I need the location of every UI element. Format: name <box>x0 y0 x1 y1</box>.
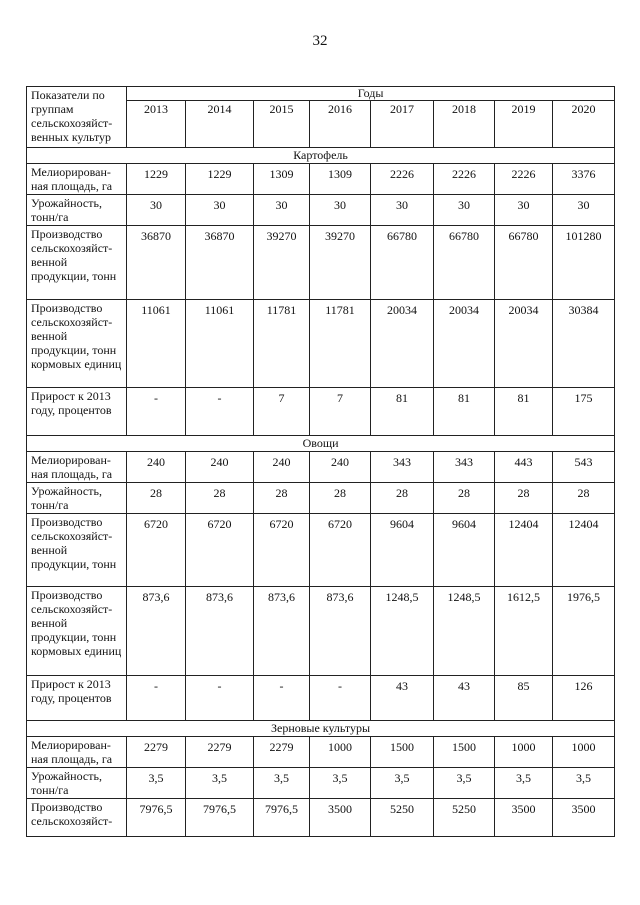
table-row <box>27 226 615 300</box>
table-row <box>27 388 615 436</box>
year-header: 2014 <box>186 101 254 148</box>
section-row <box>27 436 615 452</box>
value-cell: 2279 <box>127 737 186 768</box>
value-cell: 28 <box>310 483 371 514</box>
value-cell: - <box>310 676 371 721</box>
value-cell: 9604 <box>371 514 434 587</box>
value-cell: 85 <box>495 676 553 721</box>
table-row <box>27 483 615 514</box>
value-cell: 3,5 <box>434 768 495 799</box>
value-cell: 3,5 <box>553 768 615 799</box>
value-cell: 240 <box>186 452 254 483</box>
value-cell: 343 <box>434 452 495 483</box>
table-row <box>27 587 615 676</box>
value-cell: 30 <box>371 195 434 226</box>
value-cell: 101280 <box>553 226 615 300</box>
value-cell: 11781 <box>254 300 310 388</box>
row-label: Производство сельскохозяйст-венной продукции, тонн <box>27 514 127 587</box>
table-row <box>27 195 615 226</box>
value-cell: 175 <box>553 388 615 436</box>
value-cell: 3500 <box>553 799 615 837</box>
value-cell: 36870 <box>127 226 186 300</box>
value-cell: 3,5 <box>495 768 553 799</box>
value-cell: 36870 <box>186 226 254 300</box>
table-row <box>27 514 615 587</box>
section-title: Овощи <box>27 436 615 452</box>
crop-indicators-table <box>26 86 615 837</box>
value-cell: 1229 <box>127 164 186 195</box>
value-cell: - <box>127 388 186 436</box>
value-cell: 39270 <box>310 226 371 300</box>
year-header: 2017 <box>371 101 434 148</box>
value-cell: 6720 <box>186 514 254 587</box>
year-header: 2018 <box>434 101 495 148</box>
value-cell: 1309 <box>254 164 310 195</box>
value-cell: 3500 <box>495 799 553 837</box>
value-cell: 28 <box>553 483 615 514</box>
value-cell: 7976,5 <box>186 799 254 837</box>
value-cell: - <box>186 676 254 721</box>
row-label: Производство сельскохозяйст-венной продукции, тонн <box>27 226 127 300</box>
value-cell: 7 <box>254 388 310 436</box>
value-cell: 20034 <box>434 300 495 388</box>
value-cell: 11061 <box>127 300 186 388</box>
value-cell: 3,5 <box>371 768 434 799</box>
year-header: 2015 <box>254 101 310 148</box>
value-cell: 66780 <box>434 226 495 300</box>
row-label: Мелиорирован-ная площадь, га <box>27 452 127 483</box>
value-cell: 3376 <box>553 164 615 195</box>
value-cell: 11061 <box>186 300 254 388</box>
value-cell: 7976,5 <box>127 799 186 837</box>
page-number: 32 <box>312 33 328 49</box>
section-row <box>27 148 615 164</box>
value-cell: - <box>186 388 254 436</box>
row-label: Мелиорирован-ная площадь, га <box>27 164 127 195</box>
table-row <box>27 164 615 195</box>
table-row <box>27 452 615 483</box>
value-cell: 2226 <box>434 164 495 195</box>
value-cell: 30 <box>495 195 553 226</box>
value-cell: 12404 <box>495 514 553 587</box>
value-cell: 3,5 <box>254 768 310 799</box>
table-body <box>27 87 615 837</box>
value-cell: 28 <box>127 483 186 514</box>
row-label: Производство сельскохозяйст-венной продукции, тонн кормовых единиц <box>27 300 127 388</box>
value-cell: 873,6 <box>127 587 186 676</box>
value-cell: 30 <box>186 195 254 226</box>
value-cell: 6720 <box>254 514 310 587</box>
value-cell: 873,6 <box>310 587 371 676</box>
value-cell: 240 <box>127 452 186 483</box>
header-row-top <box>27 87 615 101</box>
section-row <box>27 721 615 737</box>
value-cell: 543 <box>553 452 615 483</box>
value-cell: 2226 <box>371 164 434 195</box>
value-cell: 81 <box>434 388 495 436</box>
value-cell: 1000 <box>310 737 371 768</box>
value-cell: 3,5 <box>186 768 254 799</box>
value-cell: 66780 <box>371 226 434 300</box>
value-cell: - <box>127 676 186 721</box>
table-row <box>27 799 615 837</box>
section-title: Картофель <box>27 148 615 164</box>
value-cell: 6720 <box>127 514 186 587</box>
row-label: Урожайность, тонн/га <box>27 768 127 799</box>
year-header: 2019 <box>495 101 553 148</box>
value-cell: 2279 <box>186 737 254 768</box>
value-cell: 2226 <box>495 164 553 195</box>
value-cell: 1500 <box>371 737 434 768</box>
value-cell: 3500 <box>310 799 371 837</box>
value-cell: 873,6 <box>186 587 254 676</box>
row-label: Прирост к 2013 году, процентов <box>27 676 127 721</box>
value-cell: 28 <box>495 483 553 514</box>
value-cell: 873,6 <box>254 587 310 676</box>
row-label: Мелиорирован-ная площадь, га <box>27 737 127 768</box>
value-cell: 12404 <box>553 514 615 587</box>
value-cell: 39270 <box>254 226 310 300</box>
value-cell: 1612,5 <box>495 587 553 676</box>
value-cell: 5250 <box>371 799 434 837</box>
table-row <box>27 768 615 799</box>
table-row <box>27 737 615 768</box>
value-cell: 2279 <box>254 737 310 768</box>
value-cell: - <box>254 676 310 721</box>
row-label: Прирост к 2013 году, процентов <box>27 388 127 436</box>
value-cell: 5250 <box>434 799 495 837</box>
year-header: 2016 <box>310 101 371 148</box>
year-header: 2013 <box>127 101 186 148</box>
value-cell: 28 <box>186 483 254 514</box>
value-cell: 11781 <box>310 300 371 388</box>
section-title: Зерновые культуры <box>27 721 615 737</box>
value-cell: 1976,5 <box>553 587 615 676</box>
value-cell: 20034 <box>495 300 553 388</box>
value-cell: 7 <box>310 388 371 436</box>
value-cell: 28 <box>371 483 434 514</box>
value-cell: 443 <box>495 452 553 483</box>
row-label: Урожайность, тонн/га <box>27 195 127 226</box>
value-cell: 126 <box>553 676 615 721</box>
value-cell: 30 <box>127 195 186 226</box>
value-cell: 6720 <box>310 514 371 587</box>
value-cell: 1248,5 <box>371 587 434 676</box>
value-cell: 28 <box>434 483 495 514</box>
value-cell: 30 <box>434 195 495 226</box>
value-cell: 3,5 <box>310 768 371 799</box>
value-cell: 81 <box>371 388 434 436</box>
value-cell: 7976,5 <box>254 799 310 837</box>
value-cell: 3,5 <box>127 768 186 799</box>
value-cell: 30384 <box>553 300 615 388</box>
value-cell: 1500 <box>434 737 495 768</box>
value-cell: 1248,5 <box>434 587 495 676</box>
value-cell: 1309 <box>310 164 371 195</box>
value-cell: 1000 <box>553 737 615 768</box>
value-cell: 81 <box>495 388 553 436</box>
value-cell: 43 <box>434 676 495 721</box>
table-row <box>27 300 615 388</box>
years-header: Годы <box>127 87 615 101</box>
indicator-header: Показатели по группам сельскохозяйст-венных культур <box>27 87 127 148</box>
value-cell: 1229 <box>186 164 254 195</box>
value-cell: 30 <box>553 195 615 226</box>
value-cell: 20034 <box>371 300 434 388</box>
value-cell: 343 <box>371 452 434 483</box>
value-cell: 240 <box>254 452 310 483</box>
value-cell: 1000 <box>495 737 553 768</box>
row-label: Производство сельскохозяйст- <box>27 799 127 837</box>
value-cell: 30 <box>310 195 371 226</box>
value-cell: 43 <box>371 676 434 721</box>
row-label: Производство сельскохозяйст-венной продукции, тонн кормовых единиц <box>27 587 127 676</box>
year-header: 2020 <box>553 101 615 148</box>
row-label: Урожайность, тонн/га <box>27 483 127 514</box>
value-cell: 28 <box>254 483 310 514</box>
table-row <box>27 676 615 721</box>
value-cell: 66780 <box>495 226 553 300</box>
value-cell: 30 <box>254 195 310 226</box>
value-cell: 240 <box>310 452 371 483</box>
value-cell: 9604 <box>434 514 495 587</box>
